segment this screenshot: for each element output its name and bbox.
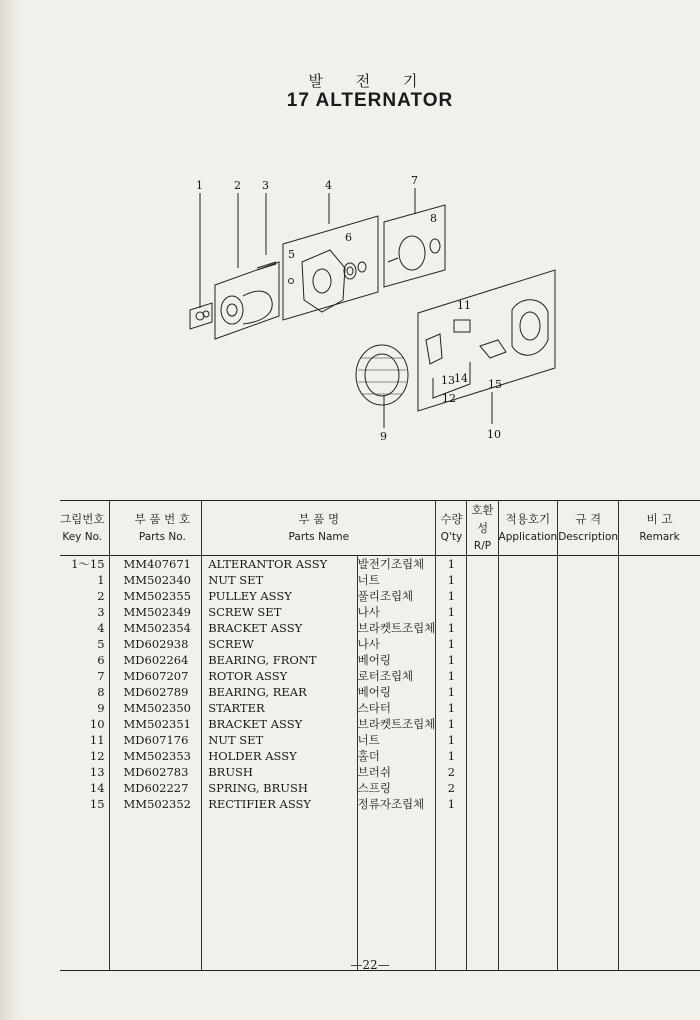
cell-description xyxy=(558,732,619,748)
table-row xyxy=(60,572,700,588)
col-remark: 비 고 Remark xyxy=(619,501,700,556)
cell-part-no: MD602938 xyxy=(109,636,202,652)
cell-remark xyxy=(619,604,700,620)
col-rp: 호환성 R/P xyxy=(467,501,498,556)
cell-remark xyxy=(619,636,700,652)
cell-application xyxy=(498,684,558,700)
cell-rp xyxy=(467,652,498,668)
cell-part-name: SCREW xyxy=(202,636,357,652)
cell-description xyxy=(558,796,619,812)
callout-3: 3 xyxy=(262,179,269,192)
callout-9: 9 xyxy=(380,430,387,443)
cell-qty: 1 xyxy=(436,556,467,573)
cell-part-no: MD607176 xyxy=(109,732,202,748)
callout-12: 12 xyxy=(442,392,456,405)
cell-application xyxy=(498,556,558,573)
cell-remark xyxy=(619,796,700,812)
cell-description xyxy=(558,684,619,700)
cell-remark xyxy=(619,588,700,604)
cell-key-no: 12 xyxy=(89,749,105,763)
callout-14: 14 xyxy=(454,372,468,385)
cell-application xyxy=(498,588,558,604)
cell-key-no: 13 xyxy=(89,765,105,779)
cell-part-name-kr: 로터조립체 xyxy=(357,668,436,684)
cell-description xyxy=(558,620,619,636)
cell-description xyxy=(558,588,619,604)
cell-part-name: BEARING, REAR xyxy=(202,684,357,700)
cell-part-name: SPRING, BRUSH xyxy=(202,780,357,796)
cell-part-name-kr: 홀더 xyxy=(357,748,436,764)
cell-key-no: 1 xyxy=(97,573,105,587)
cell-qty: 2 xyxy=(436,764,467,780)
table-row xyxy=(60,636,700,652)
table-row xyxy=(60,748,700,764)
callout-5: 5 xyxy=(288,248,295,261)
callout-7: 7 xyxy=(411,174,418,187)
cell-key-no: 2 xyxy=(97,589,105,603)
cell-part-no: MM502354 xyxy=(109,620,202,636)
table-row xyxy=(60,604,700,620)
cell-part-name-kr: 브러쉬 xyxy=(357,764,436,780)
cell-key-no: 11 xyxy=(89,733,105,747)
title-korean: 발 전 기 xyxy=(308,72,432,90)
cell-qty: 2 xyxy=(436,780,467,796)
cell-rp xyxy=(467,668,498,684)
cell-qty: 1 xyxy=(436,652,467,668)
cell-description xyxy=(558,636,619,652)
cell-qty: 1 xyxy=(436,748,467,764)
cell-part-no: MM502340 xyxy=(109,572,202,588)
cell-part-name-kr: 스프링 xyxy=(357,780,436,796)
cell-rp xyxy=(467,636,498,652)
cell-remark xyxy=(619,716,700,732)
cell-part-name: NUT SET xyxy=(202,572,357,588)
cell-description xyxy=(558,700,619,716)
page-number: —22— xyxy=(350,958,390,972)
callout-15: 15 xyxy=(488,378,502,391)
cell-key-no: 8 xyxy=(97,685,105,699)
cell-part-name: BEARING, FRONT xyxy=(202,652,357,668)
cell-qty: 1 xyxy=(436,668,467,684)
table-row xyxy=(60,796,700,812)
parts-table-header xyxy=(60,501,700,556)
cell-part-no: MM502349 xyxy=(109,604,202,620)
panel-pulley xyxy=(215,262,279,339)
cell-remark xyxy=(619,556,700,573)
table-filler-row xyxy=(60,812,700,971)
cell-key-no: 14 xyxy=(89,781,105,795)
cell-application xyxy=(498,572,558,588)
cell-part-no: MM502353 xyxy=(109,748,202,764)
cell-part-no: MM502352 xyxy=(109,796,202,812)
callout-8: 8 xyxy=(430,212,437,225)
table-row xyxy=(60,620,700,636)
cell-part-name-kr: 스타터 xyxy=(357,700,436,716)
cell-part-name-kr: 너트 xyxy=(357,572,436,588)
cell-part-name: STARTER xyxy=(202,700,357,716)
exploded-parts-diagram xyxy=(180,170,560,450)
cell-rp xyxy=(467,588,498,604)
cell-remark xyxy=(619,764,700,780)
cell-qty: 1 xyxy=(436,716,467,732)
cell-description xyxy=(558,652,619,668)
cell-description xyxy=(558,780,619,796)
cell-application xyxy=(498,636,558,652)
cell-rp xyxy=(467,572,498,588)
cell-key-no: 10 xyxy=(89,717,105,731)
cell-rp xyxy=(467,604,498,620)
table-row xyxy=(60,732,700,748)
cell-part-no: MM407671 xyxy=(109,556,202,573)
callout-6: 6 xyxy=(345,231,352,244)
cell-part-no: MD602783 xyxy=(109,764,202,780)
cell-part-name: HOLDER ASSY xyxy=(202,748,357,764)
cell-part-name-kr: 너트 xyxy=(357,732,436,748)
table-row xyxy=(60,652,700,668)
cell-description xyxy=(558,716,619,732)
cell-qty: 1 xyxy=(436,572,467,588)
callout-4: 4 xyxy=(325,179,332,192)
cell-rp xyxy=(467,716,498,732)
callout-2: 2 xyxy=(234,179,241,192)
cell-key-no: 4 xyxy=(97,621,105,635)
cell-remark xyxy=(619,780,700,796)
cell-remark xyxy=(619,748,700,764)
cell-part-no: MD607207 xyxy=(109,668,202,684)
panel-rear-bracket xyxy=(418,270,555,411)
cell-rp xyxy=(467,796,498,812)
col-parts-no: 부 품 번 호 Parts No. xyxy=(109,501,202,556)
cell-key-no: 5 xyxy=(97,637,105,651)
cell-part-name: BRUSH xyxy=(202,764,357,780)
table-row xyxy=(60,668,700,684)
cell-part-name-kr: 발전기조립체 xyxy=(357,556,436,573)
cell-remark xyxy=(619,620,700,636)
cell-description xyxy=(558,604,619,620)
col-description: 규 격 Description xyxy=(558,501,619,556)
cell-part-no: MD602789 xyxy=(109,684,202,700)
cell-remark xyxy=(619,700,700,716)
page-title: 17 ALTERNATOR xyxy=(286,90,454,111)
cell-qty: 1 xyxy=(436,604,467,620)
col-qty: 수량 Q'ty xyxy=(436,501,467,556)
cell-application xyxy=(498,700,558,716)
cell-rp xyxy=(467,556,498,573)
cell-part-no: MD602227 xyxy=(109,780,202,796)
panel-front-bracket xyxy=(283,216,378,320)
cell-part-name: BRACKET ASSY xyxy=(202,716,357,732)
cell-part-name-kr: 브라켓트조립체 xyxy=(357,621,436,635)
cell-part-name: RECTIFIER ASSY xyxy=(202,796,357,812)
cell-part-no: MM502350 xyxy=(109,700,202,716)
cell-key-no: 1～15 xyxy=(71,557,105,571)
cell-key-no: 9 xyxy=(97,701,105,715)
cell-qty: 1 xyxy=(436,684,467,700)
table-row xyxy=(60,588,700,604)
cell-part-name: PULLEY ASSY xyxy=(202,588,357,604)
cell-description xyxy=(558,572,619,588)
cell-qty: 1 xyxy=(436,700,467,716)
cell-part-name-kr: 나사 xyxy=(357,604,436,620)
cell-application xyxy=(498,604,558,620)
cell-remark xyxy=(619,684,700,700)
cell-qty: 1 xyxy=(436,620,467,636)
cell-key-no: 15 xyxy=(89,797,105,811)
cell-rp xyxy=(467,732,498,748)
table-row xyxy=(60,764,700,780)
cell-rp xyxy=(467,780,498,796)
col-application: 적용호기 Application xyxy=(498,501,558,556)
cell-part-name: ALTERANTOR ASSY xyxy=(202,556,357,573)
cell-qty: 1 xyxy=(436,588,467,604)
cell-application xyxy=(498,748,558,764)
cell-description xyxy=(558,764,619,780)
callout-1: 1 xyxy=(196,179,203,192)
cell-part-name-kr: 베어링 xyxy=(357,684,436,700)
cell-part-name: ROTOR ASSY xyxy=(202,668,357,684)
parts-table xyxy=(60,500,700,971)
cell-part-name: SCREW SET xyxy=(202,604,357,620)
cell-qty: 1 xyxy=(436,796,467,812)
callout-13: 13 xyxy=(441,374,455,387)
page-edge-shadow xyxy=(0,0,22,1020)
cell-part-no: MM502355 xyxy=(109,588,202,604)
cell-part-name-kr: 베어링 xyxy=(357,652,436,668)
table-row xyxy=(60,684,700,700)
col-parts-name: 부 품 명 Parts Name xyxy=(202,501,436,556)
cell-application xyxy=(498,652,558,668)
cell-description xyxy=(558,556,619,573)
col-key-no: 그림번호 Key No. xyxy=(60,501,109,556)
cell-key-no: 7 xyxy=(97,669,105,683)
cell-part-name-kr: 브라켓트조립체 xyxy=(357,717,436,731)
cell-remark xyxy=(619,652,700,668)
cell-application xyxy=(498,620,558,636)
table-row xyxy=(60,716,700,732)
callout-11: 11 xyxy=(457,299,471,312)
cell-application xyxy=(498,796,558,812)
cell-key-no: 3 xyxy=(97,605,105,619)
cell-rp xyxy=(467,764,498,780)
cell-key-no: 6 xyxy=(97,653,105,667)
cell-qty: 1 xyxy=(436,636,467,652)
cell-description xyxy=(558,748,619,764)
callout-10: 10 xyxy=(487,428,501,441)
cell-part-no: MM502351 xyxy=(109,716,202,732)
cell-part-name-kr: 정류자조립체 xyxy=(357,796,436,812)
cell-remark xyxy=(619,572,700,588)
table-row xyxy=(60,780,700,796)
cell-application xyxy=(498,764,558,780)
cell-application xyxy=(498,780,558,796)
cell-part-no: MD602264 xyxy=(109,652,202,668)
cell-application xyxy=(498,732,558,748)
table-row xyxy=(60,556,700,573)
cell-application xyxy=(498,716,558,732)
cell-remark xyxy=(619,732,700,748)
cell-remark xyxy=(619,668,700,684)
cell-rp xyxy=(467,700,498,716)
cell-rp xyxy=(467,748,498,764)
cell-part-name-kr: 풀리조립체 xyxy=(357,588,436,604)
table-row xyxy=(60,700,700,716)
cell-application xyxy=(498,668,558,684)
cell-description xyxy=(558,668,619,684)
cell-rp xyxy=(467,684,498,700)
cell-rp xyxy=(467,620,498,636)
cell-part-name: BRACKET ASSY xyxy=(202,620,357,636)
cell-part-name-kr: 나사 xyxy=(357,636,436,652)
cell-qty: 1 xyxy=(436,732,467,748)
cell-part-name: NUT SET xyxy=(202,732,357,748)
